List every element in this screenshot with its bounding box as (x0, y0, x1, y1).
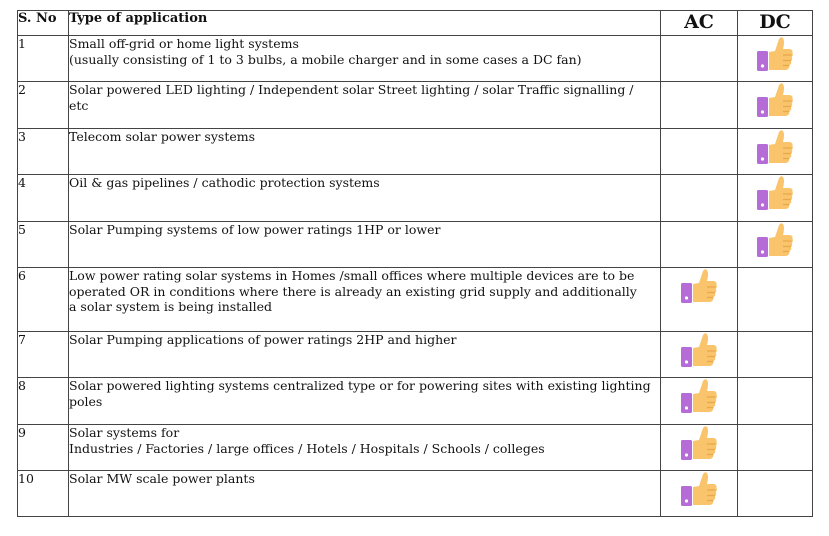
row-number: 1 (18, 36, 69, 82)
table-row (18, 332, 813, 378)
ac-cell (661, 425, 738, 471)
row-number: 5 (18, 222, 69, 268)
thumbs-up-icon (756, 222, 794, 258)
ac-cell (661, 471, 738, 517)
thumbs-up-icon (680, 425, 718, 461)
dc-cell (738, 82, 813, 129)
thumbs-up-icon (756, 175, 794, 211)
application-description (69, 129, 661, 175)
table-row (18, 378, 813, 425)
application-description (69, 425, 661, 471)
header-type: Type of application (69, 11, 661, 36)
dc-cell (738, 332, 813, 378)
header-dc: DC (738, 11, 813, 36)
description-line: Small off-grid or home light systems (69, 36, 299, 51)
application-description (69, 222, 661, 268)
header-ac: AC (661, 11, 738, 36)
dc-cell (738, 425, 813, 471)
thumbs-up-icon (756, 129, 794, 165)
dc-cell (738, 268, 813, 332)
dc-cell (738, 222, 813, 268)
dc-cell (738, 378, 813, 425)
row-number: 7 (18, 332, 69, 378)
description-line: Telecom solar power systems (69, 129, 256, 144)
dc-cell (738, 175, 813, 222)
row-number: 10 (18, 471, 69, 517)
thumbs-up-icon (680, 268, 718, 304)
ac-cell (661, 222, 738, 268)
description-line: Solar powered lighting systems centralized type or for powering sites with existing lighting (69, 378, 651, 393)
thumbs-up-icon (680, 378, 718, 414)
dc-cell (738, 36, 813, 82)
description-line: poles (69, 393, 103, 409)
table-row (18, 82, 813, 129)
application-description (69, 175, 661, 222)
ac-cell (661, 332, 738, 378)
application-description (69, 332, 661, 378)
table-row (18, 425, 813, 471)
header-row (18, 11, 813, 36)
ac-cell (661, 175, 738, 222)
thumbs-up-icon (756, 36, 794, 72)
application-description (69, 471, 661, 517)
thumbs-up-icon (680, 471, 718, 507)
description-line: Solar Pumping systems of low power ratings 1HP or lower (69, 222, 441, 237)
table-row (18, 175, 813, 222)
table-row (18, 268, 813, 332)
application-description (69, 36, 661, 82)
thumbs-up-icon (756, 82, 794, 118)
ac-cell (661, 129, 738, 175)
applications-table (17, 10, 813, 517)
ac-cell (661, 268, 738, 332)
thumbs-up-icon (680, 332, 718, 368)
table-row (18, 129, 813, 175)
description-line: Industries / Factories / large offices / Hotels / Hospitals / Schools / colleges (69, 440, 545, 456)
table-row (18, 222, 813, 268)
description-line: Oil & gas pipelines / cathodic protection systems (69, 175, 380, 190)
description-line: etc (69, 97, 89, 113)
description-line: Solar systems for (69, 425, 180, 440)
application-description (69, 82, 661, 129)
header-sno: S. No (18, 11, 69, 36)
description-line: Solar MW scale power plants (69, 471, 255, 486)
application-description (69, 268, 661, 332)
row-number: 9 (18, 425, 69, 471)
ac-cell (661, 82, 738, 129)
dc-cell (738, 471, 813, 517)
description-line: Solar Pumping applications of power ratings 2HP and higher (69, 332, 457, 347)
row-number: 3 (18, 129, 69, 175)
table-row (18, 471, 813, 517)
application-description (69, 378, 661, 425)
row-number: 8 (18, 378, 69, 425)
description-line: Solar powered LED lighting / Independent solar Street lighting / solar Traffic signalling / (69, 82, 634, 97)
row-number: 2 (18, 82, 69, 129)
ac-cell (661, 36, 738, 82)
description-line: (usually consisting of 1 to 3 bulbs, a mobile charger and in some cases a DC fan) (69, 51, 582, 67)
description-line: operated OR in conditions where there is already an existing grid supply and additionally (69, 283, 637, 299)
table-row (18, 36, 813, 82)
dc-cell (738, 129, 813, 175)
description-line: Low power rating solar systems in Homes /small offices where multiple devices are to be (69, 268, 635, 283)
row-number: 4 (18, 175, 69, 222)
ac-cell (661, 378, 738, 425)
description-line: a solar system is being installed (69, 299, 273, 314)
row-number: 6 (18, 268, 69, 332)
